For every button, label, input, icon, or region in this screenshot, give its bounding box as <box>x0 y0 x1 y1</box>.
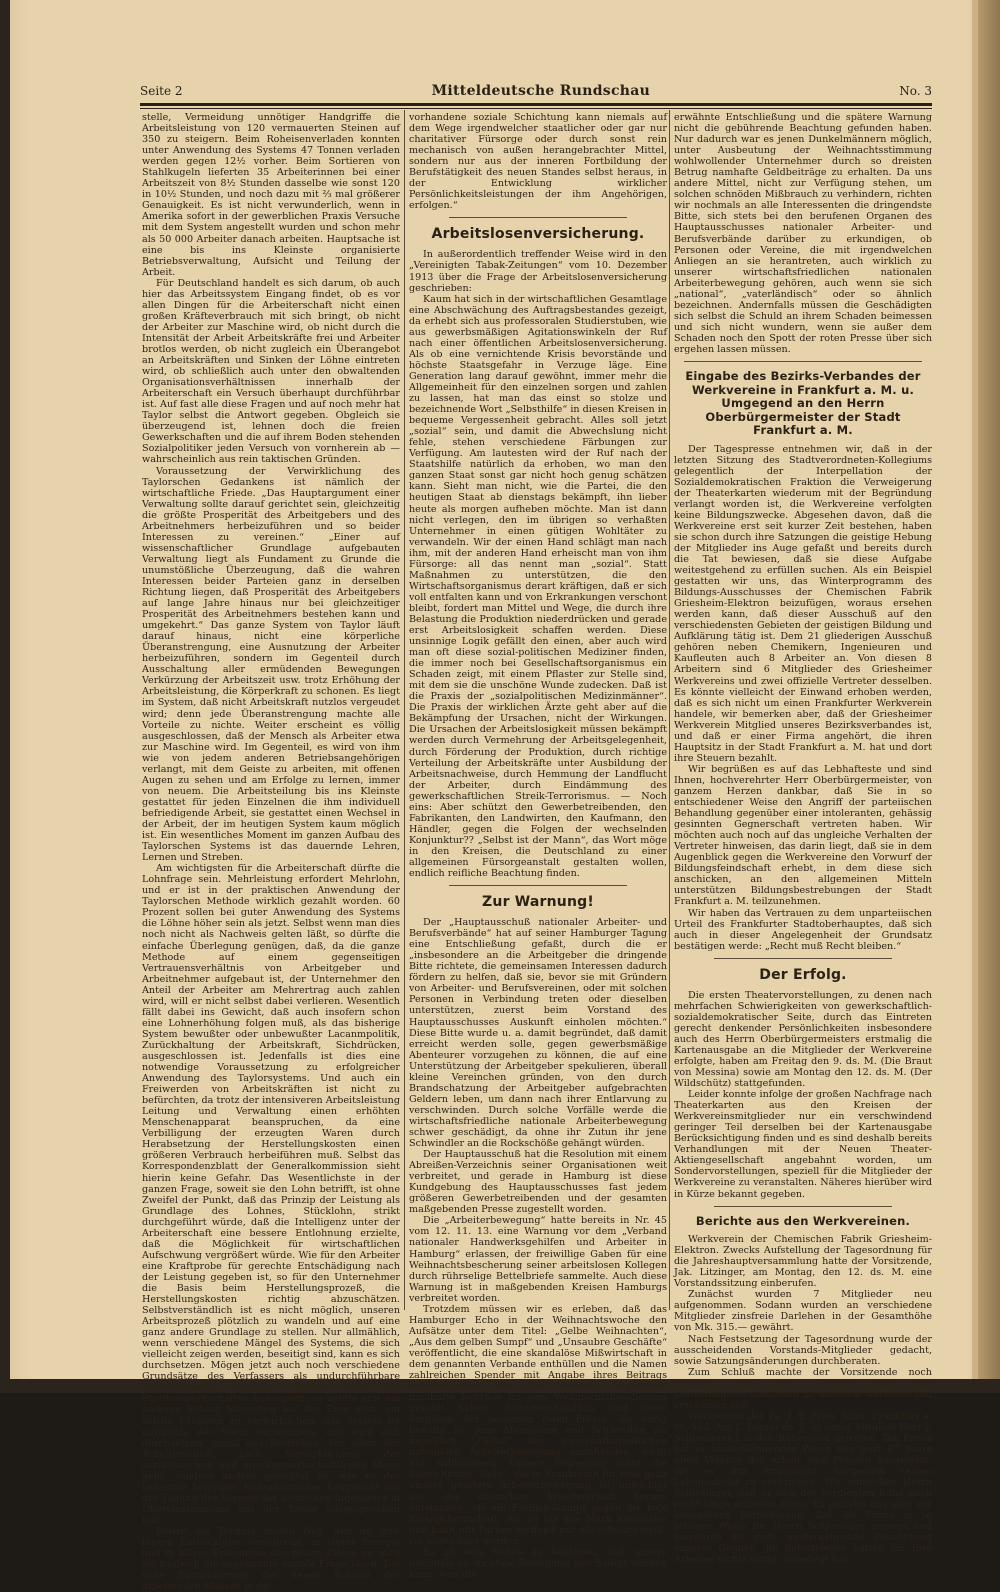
article-heading: Berichte aus den Werkvereinen. <box>695 1213 911 1228</box>
column-3 <box>674 112 932 1566</box>
article-separator <box>684 361 922 362</box>
paragraph: Betritt die Technik diesen Weg, den ihr ihre innere Entwicklung vorschreibt, in steter Energie und in klarer Erkenntnis des neuen Zieles, so wird sie zugleich die sogenannte soziale Frage lösen. Die volle Einrangierung der neuen Schicht der arbeitenden Massen in die <box>142 1526 400 1592</box>
column-divider <box>404 110 405 1310</box>
paragraph: Wir begrüßen es auf das Lebhafteste und sind Ihnen, hochverehrter Herr Oberbürgermeister, von ganzem Herzen dankbar, daß Sie in so entschiedener Weise den Angriff der parteiischen Behandlung gegenüber einer intoleranten, gehässig gesinnten Gegnerschaft vertreten haben. Wir möchten auch noch auf das ungleiche Verhalten der Vertreter hinweisen, das darin liegt, daß sie in dem Augenblick gegen die Werkvereine den Vorwurf der Bildungsfeindschaft erhebt, in dem diese sich anschicken, an den allgemeinen Mitteln unterstützen Bildungsbestrebungen der Stadt Frankfurt a. M. teilzunehmen. <box>674 763 932 908</box>
page-header <box>140 80 932 102</box>
article-separator <box>449 885 627 886</box>
paragraph: Der „Hauptausschuß nationaler Arbeiter- und Berufsverbände“ hat auf seiner Hamburger Tagung eine Entschließung gefaßt, durch die er „insbesondere an die Arbeitgeber die dringende Bitte richtete, die gemeinsamen Interessen dadurch fördern zu helfen, daß sie, bevor sie mit Gründern von Arbeiter- und Berufsvereinen, oder mit solchen Personen in Verbindung treten oder dieselben unterstützen, zuerst beim Vorstand des Hauptausschusses Auskunft einholen möchten.“ Diese Bitte wurde u. a. damit begründet, daß damit erreicht werden solle, gegen gewerbsmäßige Abenteurer vorzugehen zu können, die auf eine Unterstützung der Arbeitgeber spekulieren, überall kleine Vereinchen gründen, von den durch Brandschatzung der Arbeitgeber aufgebrachten Geldern leben, um dann nach ihrer Entlarvung zu verschwinden. Durch solche Vorfälle werde die wirtschaftsfriedliche nationale Arbeiterbewegung schwer geschädigt, da ohne ihr Zutun ihr jene Schwindler an die Rockschöße gehängt würden. <box>409 917 667 1150</box>
paragraph: In außerordentlich treffender Weise wird in den „Vereinigten Tabak-Zeitungen“ vom 10. Dezember 1913 über die Frage der Arbeitslosenversicherung geschrieben: <box>409 249 667 294</box>
paragraph: Werkverein der Fa. J. S. Fries Sohn, Frankfurt a. M.-Süd. Am 1. Januar ds. J. ist unser Mitglied Herr J. Schlesinger I in den Ruhestand getreten. Die Firma hat in anzuerkennender Weise den jetzt 67 Jahre alten Veteran der Arbeit eine Pension ausgesetzt, die es ihm ermöglicht, sorgenfrei seinen Lebensabend zu verbringen. Wir wünschen Herrn Schlesinger, daß er sich der verdienten Ruhe noch recht lange erfreuen möge. Es geziehe uns aber zur besonderen Befriedigung, daß die Firma in so schöner Weise für Herrn Schlesinger gesorgt und hierdurch die stets wiederkehrende Behauptung unserer Gegner, die Industriellen hätten für Ihre Arbeiter nichts übrig, widerlegt hat. <box>674 1410 932 1566</box>
paragraph: Wir haben das Vertrauen zu dem unparteiischen Urteil des Frankfurter Stadtoberhauptes, daß sich auch in dieser Angelegenheit der Grundsatz bestätigen werde: „Recht muß Recht bleiben.“ <box>674 907 932 952</box>
paragraph: Voraussetzung der Verwirklichung des Taylorschen Gedankens ist nämlich der wirtschaftliche Friede. „Das Hauptargument einer Verwaltung sollte darauf gerichtet sein, gleichzeitig die größte Prosperität des Arbeitgebers und des Arbeitnehmers herbeizuführen und so beider Interessen zu vereinen.“ „Einer auf wissenschaftlicher Grundlage aufgebauten Verwaltung liegt als Fundament zu Grunde die unumstößliche Überzeugung, daß die wahren Interessen beider Parteien ganz in derselben Richtung liegen, daß Prosperität des Arbeitgebers auf lange Jahre hinaus nur bei gleichzeitiger Prosperität des Arbeitnehmers bestehen kann und umgekehrt.“ Das ganze System von Taylor läuft darauf hinaus, nicht eine körperliche Überanstrengung, eine Ausnutzung der Arbeiter herbeizuführen, sondern im Gegenteil durch Ausschaltung aller ermüdenden Bewegungen Verkürzung der Arbeitszeit usw. trotz Erhöhung der Arbeitsleistung, die Körperkraft zu schonen. Es liegt im System, daß nicht Arbeitskraft nutzlos vergeudet wird; denn jede Überanstrengung machte alle Vorteile zu nichte. Weiter erscheint es völlig ausgeschlossen, daß der Mensch als Arbeiter etwa zur Maschine wird. Im Gegenteil, es wird von ihm wie von jedem anderen Betriebsangehörigen verlangt, mit dem Geiste zu arbeiten, mit offenen Augen zu sehen und am Erfolge zu lernen, immer von neuem. Die Arbeitsteilung bis ins Kleinste gestattet für jeden Einzelnen die ihm individuell befriedigende Arbeit, sie gestattet einen Wechsel in der Arbeit, der im heutigen System kaum möglich ist. Ein wesentliches Moment im ganzen Aufbau des Taylorschen Systems ist das dauernde Lehren, Lernen und Streben. <box>142 465 400 864</box>
paragraph: Es ist aufs tiefste zu beklagen, daß unsere nationale so wichtige Bewegung geschädigt werden kann, weil die <box>409 1546 667 1580</box>
article-heading: Zur Warnung! <box>482 894 594 911</box>
paragraph: Leider konnte infolge der großen Nachfrage nach Theaterkarten aus den Kreisen der Werkvereinsmitglieder nur ein verschwindend geringer Teil derselben bei der Kartenausgabe Berücksichtigung finden und es sind deshalb bereits Verhandlungen mit der Neuen Theater-Aktiengesellschaft angebahnt worden, um Sondervorstellungen, speziell für die Mitglieder der Werkvereine zu veranstalten. Näheres hierüber wird in Kürze bekannt gegeben. <box>674 1089 932 1200</box>
article-heading: Eingabe des Bezirks-Verbandes der Werkvereine in Frankfurt a. M. u. Umgegend an den Herrn Oberbürgermeister der Stadt Frankfurt a. M. <box>685 369 921 438</box>
paragraph: Der Hauptausschuß hat die Resolution mit einem Abreißen-Verzeichnis seiner Organisationen weit verbreitet, und gerade in Hamburg ist diese Kundgebung des Hauptausschusses fast jedem größeren Gewerbetreibenden und der gesamten maßgebenden Presse zugestellt worden. <box>409 1149 667 1216</box>
paragraph: Die ersten Theatervorstellungen, zu denen nach mehrfachen Schwierigkeiten von gewerkschaftlich-sozialdemokratischer Seite, durch das Eintreten gerecht denkender Persönlichkeiten insbesondere auch des Herrn Oberbürgermeisters erstmalig die Kartenausgabe an die Mitglieder der Werkvereine erfolgte, haben am Freitag den 9. ds. M. (Die Braut von Messina) sowie am Montag den 12. ds. M. (Der Wildschütz) stattgefunden. <box>674 989 932 1090</box>
article-heading: Arbeitslosenversicherung. <box>431 226 645 243</box>
issue-number: No. 3 <box>899 84 932 98</box>
paragraph: Zunächst wurden 7 Mitglieder neu aufgenommen. Sodann wurden an verschiedene Mitglieder zinsfreie Darlehen in der Gesamthöhe von Mk. 315.— gewährt. <box>674 1289 932 1334</box>
column-divider <box>669 110 670 1310</box>
paragraph: Am wichtigsten für die Arbeiterschaft dürfte die Lohnfrage sein. Mehrleistung erfordert Mehrlohn, und er ist in der praktischen Anwendung der Taylorschen Methode wirklich gezahlt worden. 60 Prozent sollen bei guter Anwendung des Systems die Löhne höher sein als jetzt. Selbst wenn man dies noch nicht als Nachweis gelten läßt, so dürfte die einfache Überlegung genügen, daß, da die ganze Methode auf einem gegenseitigen Vertrauensverhältnis von Arbeitgeber und Arbeitnehmer aufgebaut ist, der Unternehmer den Anteil der Arbeiter am Mehrertrag auch zahlen wird, will er nicht selbst dabei verlieren. Wesentlich fällt dabei ins Gewicht, daß auch insofern schon eine Lohnerhöhung folgen muß, als das bisherige System bewußter oder unbewußter Lacanmpolitik, Zurückhaltung der Arbeitskraft, Sichdrücken, ausgeschlossen ist. Jedenfalls ist dies eine notwendige Voraussetzung zu erfolgreicher Anwendung des Taylorsystems. Und auch ein Freiwerden von Arbeitskräften ist nicht zu befürchten, da trotz der intensiveren Arbeitsleistung Leitung und Verwaltung einen erhöhten Menschenapparat beanspruchen, da eine Verbilligung der erzeugten Waren durch Herabsetzung der Herstellungskosten einen größeren Verbrauch herbeiführen muß. Selbst das Korrespondenzblatt der Generalkommission sieht hierin keine Gefahr. Das Wesentlichste in der ganzen Frage, soweit sie den Lohn betrifft, ist ohne Zweifel der Punkt, daß das Prinzip der Leistung als Grundlage des Lohnes, Stücklohn, strikt durchgeführt würde, daß die Intelligenz unter der Arbeiterschaft eine bessere Entlohnung erzielte, daß die Möglichkeit für wirtschaftlichen Aufschwung vergrößert würde. Wie für den Arbeiter eine Kraftprobe für gerechte Entschädigung nach der Leistung gegeben ist, so für den Unternehmer die Basis beim Herstellungsprozeß, die Herstellungskosten richtig abzuschätzen. Selbstverständlich ist es nicht möglich, unseren Arbeitsprozeß plötzlich zu wandeln und auf eine ganz andere Grundlage zu stellen. Nur allmählich, wenn verschiedene Mängel des Systems, die sich vielleicht zeigen werden, beseitigt sind, kann es sich durchsetzen. Mögen jetzt auch noch verschiedene Grundsätze des Verfassers als undurchführbare Zukunftsmusik scheinen, mögen auch die Streikgewerkschaften behaupten, es müßte erst ein anderer Schlag Menschen auf der Erde sein, um solche Utopieen zu verwirklichen, das System ist natürlich, der Natur entnommen, und wird sich durchsetzen, zumal das Bestreben, vor allem der Arbeiterschaft, nach Verwirklichung der sozialistischen und streikgewerkschaftlichen Ideen geht, sondern andere gerichtet ist, wie es der bekannte Leipziger Kulturhistoriker Lamprecht auf der Tagung des Vereins der deutschen Ingenieure in Übereinstimmung mit der Taylor ausgesprochen hat: <box>142 863 400 1526</box>
scan-left-edge <box>0 0 10 1393</box>
paragraph: Trotzdem müssen wir es erleben, daß das Hamburger Echo in der Weihnachtswoche den Aufsätze unter dem Titel: „Gelbe Weihnachten“, „Aus dem gelben Sumpf“ und „Unsaubre Geschäfte“ veröffentlicht, die eine skandalöse Mißwirtschaft in dem genannten Verbande enthüllen und die Namen zahlreichen Spender mit Angabe ihres Beitrags veröffentlichen, die allen Warnung ungeachtet namhafte Beiträge für jene Weihnachtsbescherung gezahlt haben. Selbstverständlich sind diese Vorgänge der gesamten roten Presse, die eifrig bemüht ist, jene Abenteurer und Schwindler als angeblich „Gelbe“ der wirtschaftsfriedlichen nationalen Arbeiterbewegung anzuhängen, nicht nur willkommen. Unsere Bewegung lehnt die Bezeichnung „Gelb“, die in Frankreich für eine ganz andere geartete Arbeiterbewegung ist unwichtig aus der deutschen Arbeiterschaft heraus entstanden, als ein Freiheitskampf gegen die rote Zwangsherrschaft. Sie ist bis aus Mark nationaler und kann mit Farben treffend nur als schwarz-weiß-rot bezeichnet werden. <box>409 1303 667 1547</box>
masthead-title: Mitteldeutsche Rundschau <box>431 83 651 99</box>
paragraph: stelle, Vermeidung unnötiger Handgriffe die Arbeitsleistung von 120 vermauerten Steinen auf 350 zu steigern. Beim Roheisenverladen konnten unter Anwendung des Systems 47 Tonnen verladen werden gegen 12½ vorher. Beim Sortieren von Stahlkugeln lieferten 35 Arbeiterinnen bei einer Arbeitszeit von 8½ Stunden dasselbe wie sonst 120 in 10½ Stunden, und noch dazu mit ⅔ mal größerer Genauigkeit. Es ist nicht verwunderlich, wenn in Amerika sofort in der gewerblichen Praxis Versuche mit dem System angestellt wurden und schon mehr als 50 000 Arbeiter danach arbeiten. Hauptsache ist eine bis ins Kleinste organisierte Betriebsverwaltung, Aufsicht und Teilung der Arbeit. <box>142 112 400 278</box>
paragraph: Die „Arbeiterbewegung“ hatte bereits in Nr. 45 vom 12. 11. 13. eine Warnung vor dem „Verband nationaler Handwerksgehilfen und Arbeiter in Hamburg“ erlassen, der freiwillige Gaben für eine Weihnachtsbescherung seiner arbeitslosen Kollegen durch rührselige Bettelbriefe sammelte. Auch diese Warnung ist in maßgebenden Kreisen Hamburgs verbreitet worden. <box>409 1215 667 1304</box>
header-rule <box>140 103 932 106</box>
paragraph: Kaum hat sich in der wirtschaftlichen Gesamtlage eine Abschwächung des Auftragsbestandes gezeigt, da erhebt sich aus professoralen Studierstuben, wie aus gewerbsmäßigen Agitationswinkeln der Ruf nach einer öffentlichen Arbeitslosenversicherung. Als ob eine vernichtende Krisis bevorstände und höchste Staatsgefahr in Verzuge läge. Eine Generation lang darauf gewöhnt, immer mehr die Allgemeinheit für den einzelnen sorgen und zahlen zu lassen, hat man das einst so stolze und bezeichnende Wort „Selbsthilfe“ in diesen Kreisen in bequeme Vergessenheit gebracht. Alles soll jetzt „sozial“ sein, und damit die Abwechslung nicht fehle, stehen verschiedene Färbungen zur Verfügung. Am lautesten wird der Ruf nach der Staatshilfe natürlich da erhoben, wo man den ganzen Staat sonst gar nicht hoch genug schätzen kann. Sieht man nicht, wie die Partei, die den heutigen Staat ab dienstags bekämpft, ihn lieber heute als morgen aufheben möchte. Man ist dann nicht verlegen, den im übrigen so verhaßten Unternehmer in einen gütigen Wohltäter zu verwandeln. Wir der einen Hand schlägt man nach ihm, mit der anderen Hand erheischt man von ihm Fürsorge: all das nennt man „sozial“. Statt Maßnahmen zu unterstützen, die den Wirtschaftsorganismus derart kräftigen, daß er sich voll entfalten kann und von Erkrankungen verschont bleibt, fordert man Mittel und Wege, die durch ihre Belastung die Produktion niederdrücken und gerade erst Arbeitslosigkeit schaffen werden. Diese unsinnige Logik gefällt den einen, aber auch wird man oft diese sozial-politischen Mediziner finden, die immer noch bei Gesellschaftsorganismus ein Schaden zeigt, mit einem Pflaster zur Stelle sind, mit dem sie die unschöne Wunde zudecken. Daß ist die Praxis der „sozialpolitischen Medizinmänner“. Die Praxis der wirklichen Ärzte geht aber auf die Bekämpfung der Ursachen, nicht der Wirkungen. Die Ursachen der Arbeitslosigkeit müssen bekämpft werden durch Vermehrung der Arbeitsgelegenheit, durch Förderung der Produktion, durch richtige Verteilung der Arbeitskräfte unter Ausbildung der Arbeitsnachweise, durch Hemmung der Landflucht der Arbeiter, durch Eindämmung des gewerkschaftlichen Streik-Terrorismus. — Noch eins: Aber schützt den Gewerbetreibenden, den Fabrikanten, den Landwirten, den Kaufmann, den Händler, gegen die Folgen der wechselnden Konjunktur?? „Selbst ist der Mann“, das Wort möge in den Kreisen, die Deutschland zu einer allgemeinen Fürsorgeanstalt gestalten wollen, endlich reifliche Beachtung finden. <box>409 293 667 880</box>
article-heading: Der Erfolg. <box>759 966 847 983</box>
paragraph: Werkverein der Chemischen Fabrik Griesheim-Elektron. Zwecks Aufstellung der Tagesordnung für die Jahreshauptversammlung hatte der Vorsitzende, Jak. Litzinger, am Montag, den 12. ds. M. eine Vorstandssitzung einberufen. <box>674 1234 932 1290</box>
article-separator <box>714 1206 892 1207</box>
article-separator <box>714 958 892 959</box>
paragraph: Nach Festsetzung der Tagesordnung wurde der ausscheidenden Vorstands-Mitglieder gedacht, sowie Satzungsänderungen durchberaten. <box>674 1333 932 1367</box>
paragraph: erwähnte Entschließung und die spätere Warnung nicht die gebührende Beachtung gefunden haben. Nur dadurch war es jenen Dunkelmännern möglich, unter Ausbeutung der Weihnachtsstimmung wohlwollender Unternehmer durch so dreisten Betrug namhafte Geldbeiträge zu erhalten. Da uns andere Mittel, nicht zur Verfügung stehen, um solchen schnöden Mißbrauch zu verhindern, richten wir nochmals an alle Interessenten die dringendste Bitte, sich stets bei den berufenen Organen des Hauptausschusses nationaler Arbeiter- und Berufsverbände darüber zu erkundigen, ob Personen oder Vereine, die mit irgendwelchen Anliegen an sie herantreten, auch wirklich zu unserer wirtschaftsfriedlichen nationalen Arbeiterbewegung gehören, auch wenn sie sich „national“, „vaterländisch“ oder so ähnlich bezeichnen. Andernfalls müssen die Geschädigten sich selbst die Schuld an ihrem Schaden beimessen und sich nicht wundern, wenn sie außer dem Schaden noch den Spott der roten Presse über sich ergehen lassen müssen. <box>674 112 932 355</box>
scan-right-edge <box>978 0 1000 1393</box>
paragraph: Für Deutschland handelt es sich darum, ob auch hier das Arbeitssystem Eingang findet, ob es vor allen Dingen für die Arbeiterschaft nicht einen großen Kräfteverbrauch mit sich bringt, ob nicht der Arbeiter zur Maschine wird, ob nicht durch die Intensität der Arbeit Arbeitskräfte frei und Arbeiter brotlos werden, ob nicht zugleich ein Überangebot an Arbeitskräften und Sinken der Löhne eintreten wird, ob schließlich auch unter den obwaltenden Organisationsverhältnissen innerhalb der Arbeiterschaft ein Versuch überhaupt durchführbar ist. Auf fast alle diese Fragen und auf noch mehr hat Taylor selbst die Antwort gegeben. Obgleich sie überzeugend ist, lehnen doch die freien Gewerkschaften und die auf ihrem Boden stehenden Sozialpolitiker jeden Versuch von vornherein ab — wahrscheinlich aus rein taktischen Gründen. <box>142 277 400 466</box>
article-separator <box>449 217 627 218</box>
header-rule-thin <box>140 108 932 109</box>
column-2 <box>409 112 667 1580</box>
paragraph: Zum Schluß machte der Vorsitzende noch bekannt, daß der Bericht über die Jahreshauptversammlung in unserem Vereinsorgan erscheinen soll. <box>674 1366 932 1411</box>
page-number: Seite 2 <box>140 84 183 98</box>
paragraph: vorhandene soziale Schichtung kann niemals auf dem Wege irgendwelcher staatlicher oder gar nur charitativer Fürsorge oder durch sonst rein mechanisch von außen herangebrachter Mittel, sondern nur aus der inneren Fortbildung der Berufstätigkeit des neuen Standes selbst heraus, in der Entwicklung wirklicher Persönlichkeitsleistungen der ihm Angehörigen, erfolgen.“ <box>409 112 667 212</box>
paragraph: Der Tagespresse entnehmen wir, daß in der letzten Sitzung des Stadtverordneten-Kollegiums gelegentlich der Interpellation der Sozialdemokratischen Fraktion die Verweigerung der Theaterkarten wiederum mit der Begründung verlangt worden ist, die Werkvereine verfolgten keine Bildungszwecke. Abgesehen davon, daß die Werkvereine erst seit kurzer Zeit bestehen, haben sie schon durch ihre Satzungen die geistige Hebung der Mitglieder ins Auge gefaßt und bereits durch die Tat bewiesen, daß sie diese Aufgabe weitestgehend zu erfüllen suchen. Als ein Beispiel gestatten wir uns, das Winterprogramm des Bildungs-Ausschusses der Chemischen Fabrik Griesheim-Elektron beizufügen, woraus ersehen werden kann, daß dieser Ausschuß auf den verschiedensten Gebieten der geistigen Bildung und Aufklärung tätig ist. Dem 21 gliederigen Ausschuß gehören neben Chemikern, Ingenieuren und Kaufleuten auch 8 Arbeiter an. Von diesen 8 Arbeitern sind 6 Mitglieder des Griesheimer Werkvereins und zwei offizielle Vertreter desselben. Es könnte vielleicht der Einwand erhoben werden, daß es sich nicht um einen Frankfurter Werkverein handele, wir bemerken aber, daß der Griesheimer Werkverein Mitglied unseres Bezirksverbandes ist, und daß er einer Firma angehört, die ihren Hauptsitz in der Stadt Frankfurt a. M. hat und dort ihre Steuern bezahlt. <box>674 443 932 764</box>
column-1 <box>142 112 400 1592</box>
